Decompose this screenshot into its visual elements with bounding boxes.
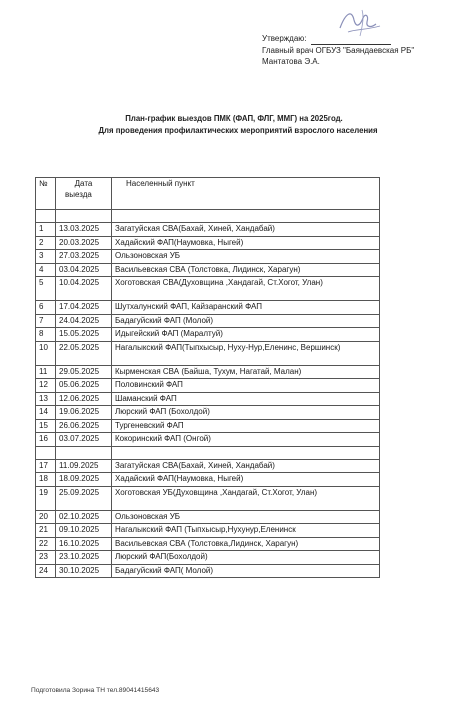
table-row bbox=[36, 365, 380, 379]
table-row bbox=[36, 223, 380, 237]
row-place: Васильевская СВА (Толстовка,Лидинск, Харагун) bbox=[112, 537, 380, 551]
row-place: Половинский ФАП bbox=[112, 379, 380, 393]
table-row bbox=[36, 419, 380, 433]
row-num: 2 bbox=[36, 236, 56, 250]
title-line-1: План-график выездов ПМК (ФАП, ФЛГ, ММГ) на 2025год. bbox=[125, 114, 343, 123]
table-row bbox=[36, 473, 380, 487]
row-place: Загатуйская СВА(Бахай, Хиней, Хандабай) bbox=[112, 223, 380, 237]
table-row bbox=[36, 459, 380, 473]
row-num: 22 bbox=[36, 537, 56, 551]
prepared-by-footer: Подготовила Зорина ТН тел.89041415643 bbox=[31, 687, 160, 694]
row-date: 11.09.2025 bbox=[56, 459, 112, 473]
table-spacer-row bbox=[36, 446, 380, 459]
row-num: 11 bbox=[36, 365, 56, 379]
header-date-line-2: выезда bbox=[65, 189, 92, 199]
title-line-2: Для проведения профилактических мероприятий взрослого населения bbox=[98, 126, 378, 135]
empty-cell bbox=[36, 210, 56, 223]
row-num: 3 bbox=[36, 250, 56, 264]
row-num: 21 bbox=[36, 524, 56, 538]
row-num: 18 bbox=[36, 473, 56, 487]
table-header-row bbox=[36, 178, 380, 210]
row-date: 25.09.2025 bbox=[56, 486, 112, 510]
table-row bbox=[36, 263, 380, 277]
row-date: 29.05.2025 bbox=[56, 365, 112, 379]
table-row bbox=[36, 314, 380, 328]
empty-cell bbox=[36, 446, 56, 459]
row-num: 1 bbox=[36, 223, 56, 237]
row-place: Ользоновская УБ bbox=[112, 510, 380, 524]
row-date: 23.10.2025 bbox=[56, 551, 112, 565]
empty-cell bbox=[112, 210, 380, 223]
row-num: 15 bbox=[36, 419, 56, 433]
table-spacer-row bbox=[36, 210, 380, 223]
table-row bbox=[36, 236, 380, 250]
approval-name: Мантатова Э.А. bbox=[262, 57, 320, 66]
row-num: 7 bbox=[36, 314, 56, 328]
empty-cell bbox=[112, 446, 380, 459]
table-row bbox=[36, 486, 380, 510]
row-place: Кырменская СВА (Байша, Тухум, Нагатай, Малан) bbox=[112, 365, 380, 379]
header-date-line-1: Дата bbox=[74, 179, 93, 188]
row-place: Бадагуйский ФАП (Молой) bbox=[112, 314, 380, 328]
row-num: 13 bbox=[36, 392, 56, 406]
row-date: 03.07.2025 bbox=[56, 433, 112, 447]
table-row bbox=[36, 328, 380, 342]
header-place: Населенный пункт bbox=[112, 178, 380, 210]
table-row bbox=[36, 250, 380, 264]
table-row bbox=[36, 551, 380, 565]
header-num: № bbox=[36, 178, 56, 210]
row-date: 27.03.2025 bbox=[56, 250, 112, 264]
row-date: 10.04.2025 bbox=[56, 277, 112, 301]
row-place: Нагалыкский ФАП(Тыпхысыр, Нуху-Нур,Еленинс, Вершинск) bbox=[112, 341, 380, 365]
row-place: Хоготовская УБ(Духовщина ,Хандагай, Ст.Хогот, Улан) bbox=[112, 486, 380, 510]
row-place: Кокоринский ФАП (Онгой) bbox=[112, 433, 380, 447]
document-title bbox=[0, 113, 464, 137]
header-date bbox=[56, 178, 112, 210]
row-date: 05.06.2025 bbox=[56, 379, 112, 393]
row-place: Ользоновская УБ bbox=[112, 250, 380, 264]
row-date: 02.10.2025 bbox=[56, 510, 112, 524]
row-place: Люрский ФАП(Бохолдой) bbox=[112, 551, 380, 565]
row-num: 6 bbox=[36, 301, 56, 315]
row-place: Тургеневский ФАП bbox=[112, 419, 380, 433]
row-date: 09.10.2025 bbox=[56, 524, 112, 538]
row-place: Васильевская СВА (Толстовка, Лидинск, Харагун) bbox=[112, 263, 380, 277]
row-date: 19.06.2025 bbox=[56, 406, 112, 420]
table-row bbox=[36, 524, 380, 538]
row-date: 24.04.2025 bbox=[56, 314, 112, 328]
row-date: 16.10.2025 bbox=[56, 537, 112, 551]
table-row bbox=[36, 341, 380, 365]
row-date: 12.06.2025 bbox=[56, 392, 112, 406]
row-place: Хадайский ФАП(Наумовка, Ныгей) bbox=[112, 236, 380, 250]
row-date: 15.05.2025 bbox=[56, 328, 112, 342]
handwritten-signature bbox=[336, 6, 386, 40]
row-num: 20 bbox=[36, 510, 56, 524]
table-row bbox=[36, 510, 380, 524]
row-date: 03.04.2025 bbox=[56, 263, 112, 277]
row-place: Загатуйская СВА(Бахай, Хиней, Хандабай) bbox=[112, 459, 380, 473]
empty-cell bbox=[56, 446, 112, 459]
approval-label: Утверждаю: bbox=[262, 34, 307, 43]
table-row bbox=[36, 301, 380, 315]
row-date: 13.03.2025 bbox=[56, 223, 112, 237]
row-num: 17 bbox=[36, 459, 56, 473]
table-row bbox=[36, 406, 380, 420]
table-row bbox=[36, 379, 380, 393]
row-date: 18.09.2025 bbox=[56, 473, 112, 487]
row-num: 12 bbox=[36, 379, 56, 393]
row-num: 10 bbox=[36, 341, 56, 365]
row-num: 5 bbox=[36, 277, 56, 301]
row-place: Бадагуйский ФАП( Молой) bbox=[112, 564, 380, 578]
row-date: 26.06.2025 bbox=[56, 419, 112, 433]
table-row bbox=[36, 433, 380, 447]
empty-cell bbox=[56, 210, 112, 223]
row-num: 4 bbox=[36, 263, 56, 277]
row-date: 22.05.2025 bbox=[56, 341, 112, 365]
row-place: Люрский ФАП (Бохолдой) bbox=[112, 406, 380, 420]
schedule-table bbox=[35, 177, 380, 578]
row-date: 30.10.2025 bbox=[56, 564, 112, 578]
row-num: 23 bbox=[36, 551, 56, 565]
row-num: 14 bbox=[36, 406, 56, 420]
row-place: Хадайский ФАП(Наумовка, Ныгей) bbox=[112, 473, 380, 487]
row-num: 24 bbox=[36, 564, 56, 578]
row-place: Шаманский ФАП bbox=[112, 392, 380, 406]
row-num: 16 bbox=[36, 433, 56, 447]
row-date: 20.03.2025 bbox=[56, 236, 112, 250]
row-num: 19 bbox=[36, 486, 56, 510]
table-row bbox=[36, 564, 380, 578]
table-row bbox=[36, 537, 380, 551]
row-num: 8 bbox=[36, 328, 56, 342]
table-row bbox=[36, 277, 380, 301]
row-place: Нагалыкский ФАП (Тыпхысыр,Нухунур,Еленинск bbox=[112, 524, 380, 538]
table-row bbox=[36, 392, 380, 406]
row-place: Хоготовская СВА(Духовщина ,Хандагай, Ст.Хогот, Улан) bbox=[112, 277, 380, 301]
approval-position: Главный врач ОГБУЗ "Баяндаевская РБ" bbox=[262, 45, 415, 55]
row-date: 17.04.2025 bbox=[56, 301, 112, 315]
row-place: Идыгейский ФАП (Маралтуй) bbox=[112, 328, 380, 342]
row-place: Шутхалунский ФАП, Кайзаранский ФАП bbox=[112, 301, 380, 315]
